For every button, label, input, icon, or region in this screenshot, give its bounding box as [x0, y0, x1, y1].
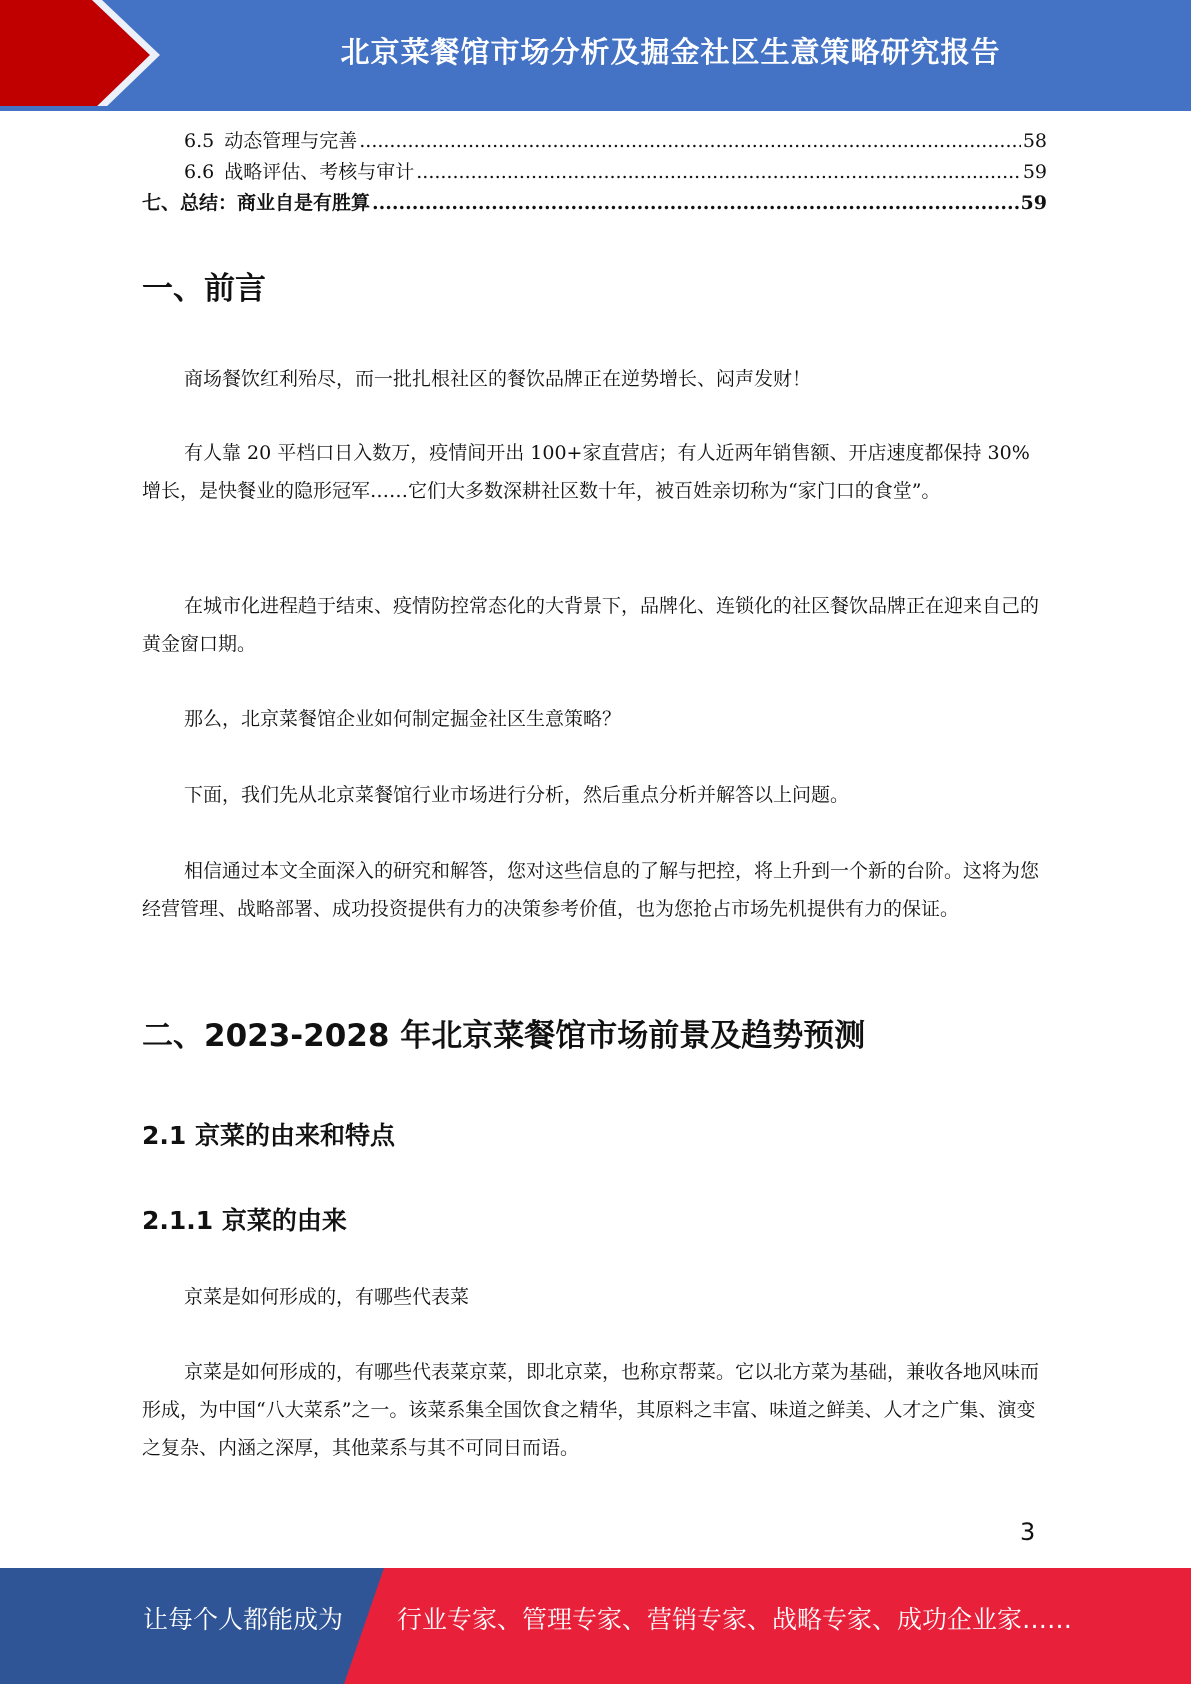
paragraph: 在城市化进程趋于结束、疫情防控常态化的大背景下，品牌化、连锁化的社区餐饮品牌正在迎来自己的黄金窗口期。: [142, 595, 1040, 655]
page-footer: [0, 1568, 1191, 1684]
subsubsection-heading: 2.1.1 京菜的由来: [142, 1206, 347, 1235]
footer-slogan-right: 行业专家、管理专家、营销专家、战略专家、成功企业家……: [397, 1605, 1073, 1634]
toc: [142, 126, 1047, 219]
paragraph: 相信通过本文全面深入的研究和解答，您对这些信息的了解与把控，将上升到一个新的台阶。这将为您经营管理、战略部署、成功投资提供有力的决策参考价值，也为您抢占市场先机提供有力的保证。: [142, 860, 1040, 920]
header-red-arrow: [0, 0, 150, 111]
toc-entry-label: 动态管理与完善: [224, 130, 358, 152]
section-heading-forecast: 二、2023-2028 年北京菜餐馆市场前景及趋势预测: [142, 1018, 866, 1054]
toc-entry-page: 59: [1022, 161, 1047, 183]
paragraph: 京菜是如何形成的，有哪些代表菜京菜，即北京菜，也称京帮菜。它以北方菜为基础，兼收各地风味而形成，为中国“八大菜系”之一。该菜系集全国饮食之精华，其原料之丰富、味道之鲜美、人才之广集、演变之复杂、内涵之深厚，其他菜系与其不可同日而语。: [142, 1361, 1040, 1459]
toc-entry-number: 6.6: [184, 161, 215, 183]
section-heading-preface: 一、前言: [142, 271, 266, 307]
toc-entry-page: 59: [1020, 192, 1047, 214]
report-title: 北京菜餐馆市场分析及掘金社区生意策略研究报告: [340, 34, 1001, 69]
toc-entry-number: 6.5: [184, 130, 215, 152]
toc-entry[interactable]: [142, 157, 1047, 188]
toc-entry[interactable]: [142, 126, 1047, 157]
subsection-heading: 2.1 京菜的由来和特点: [142, 1121, 395, 1150]
toc-leader-dots: [359, 126, 1021, 157]
toc-entry-label: 七、总结：商业自是有胜算: [142, 192, 371, 214]
paragraph: 京菜是如何形成的，有哪些代表菜: [184, 1286, 470, 1308]
paragraph: 有人靠 20 平档口日入数万，疫情间开出 100+家直营店；有人近两年销售额、开店速度都保持 30%增长，是快餐业的隐形冠军……它们大多数深耕社区数十年，被百姓亲切称为“家门口的食堂”。: [142, 442, 1030, 502]
footer-slogan-left: 让每个人都能成为: [143, 1605, 344, 1634]
page-number: 3: [1020, 1518, 1036, 1546]
toc-entry-label: 战略评估、考核与审计: [224, 161, 415, 183]
paragraph: 下面，我们先从北京菜餐馆行业市场进行分析，然后重点分析并解答以上问题。: [184, 784, 850, 806]
toc-leader-dots: [416, 157, 1021, 188]
toc-leader-dots: [372, 188, 1019, 219]
page-header: [0, 0, 1191, 111]
paragraph: 商场餐饮红利殆尽，而一批扎根社区的餐饮品牌正在逆势增长、闷声发财！: [184, 368, 812, 390]
paragraph: 那么，北京菜餐馆企业如何制定掘金社区生意策略？: [184, 708, 622, 730]
toc-entry-page: 58: [1022, 130, 1047, 152]
toc-entry[interactable]: [142, 188, 1047, 219]
